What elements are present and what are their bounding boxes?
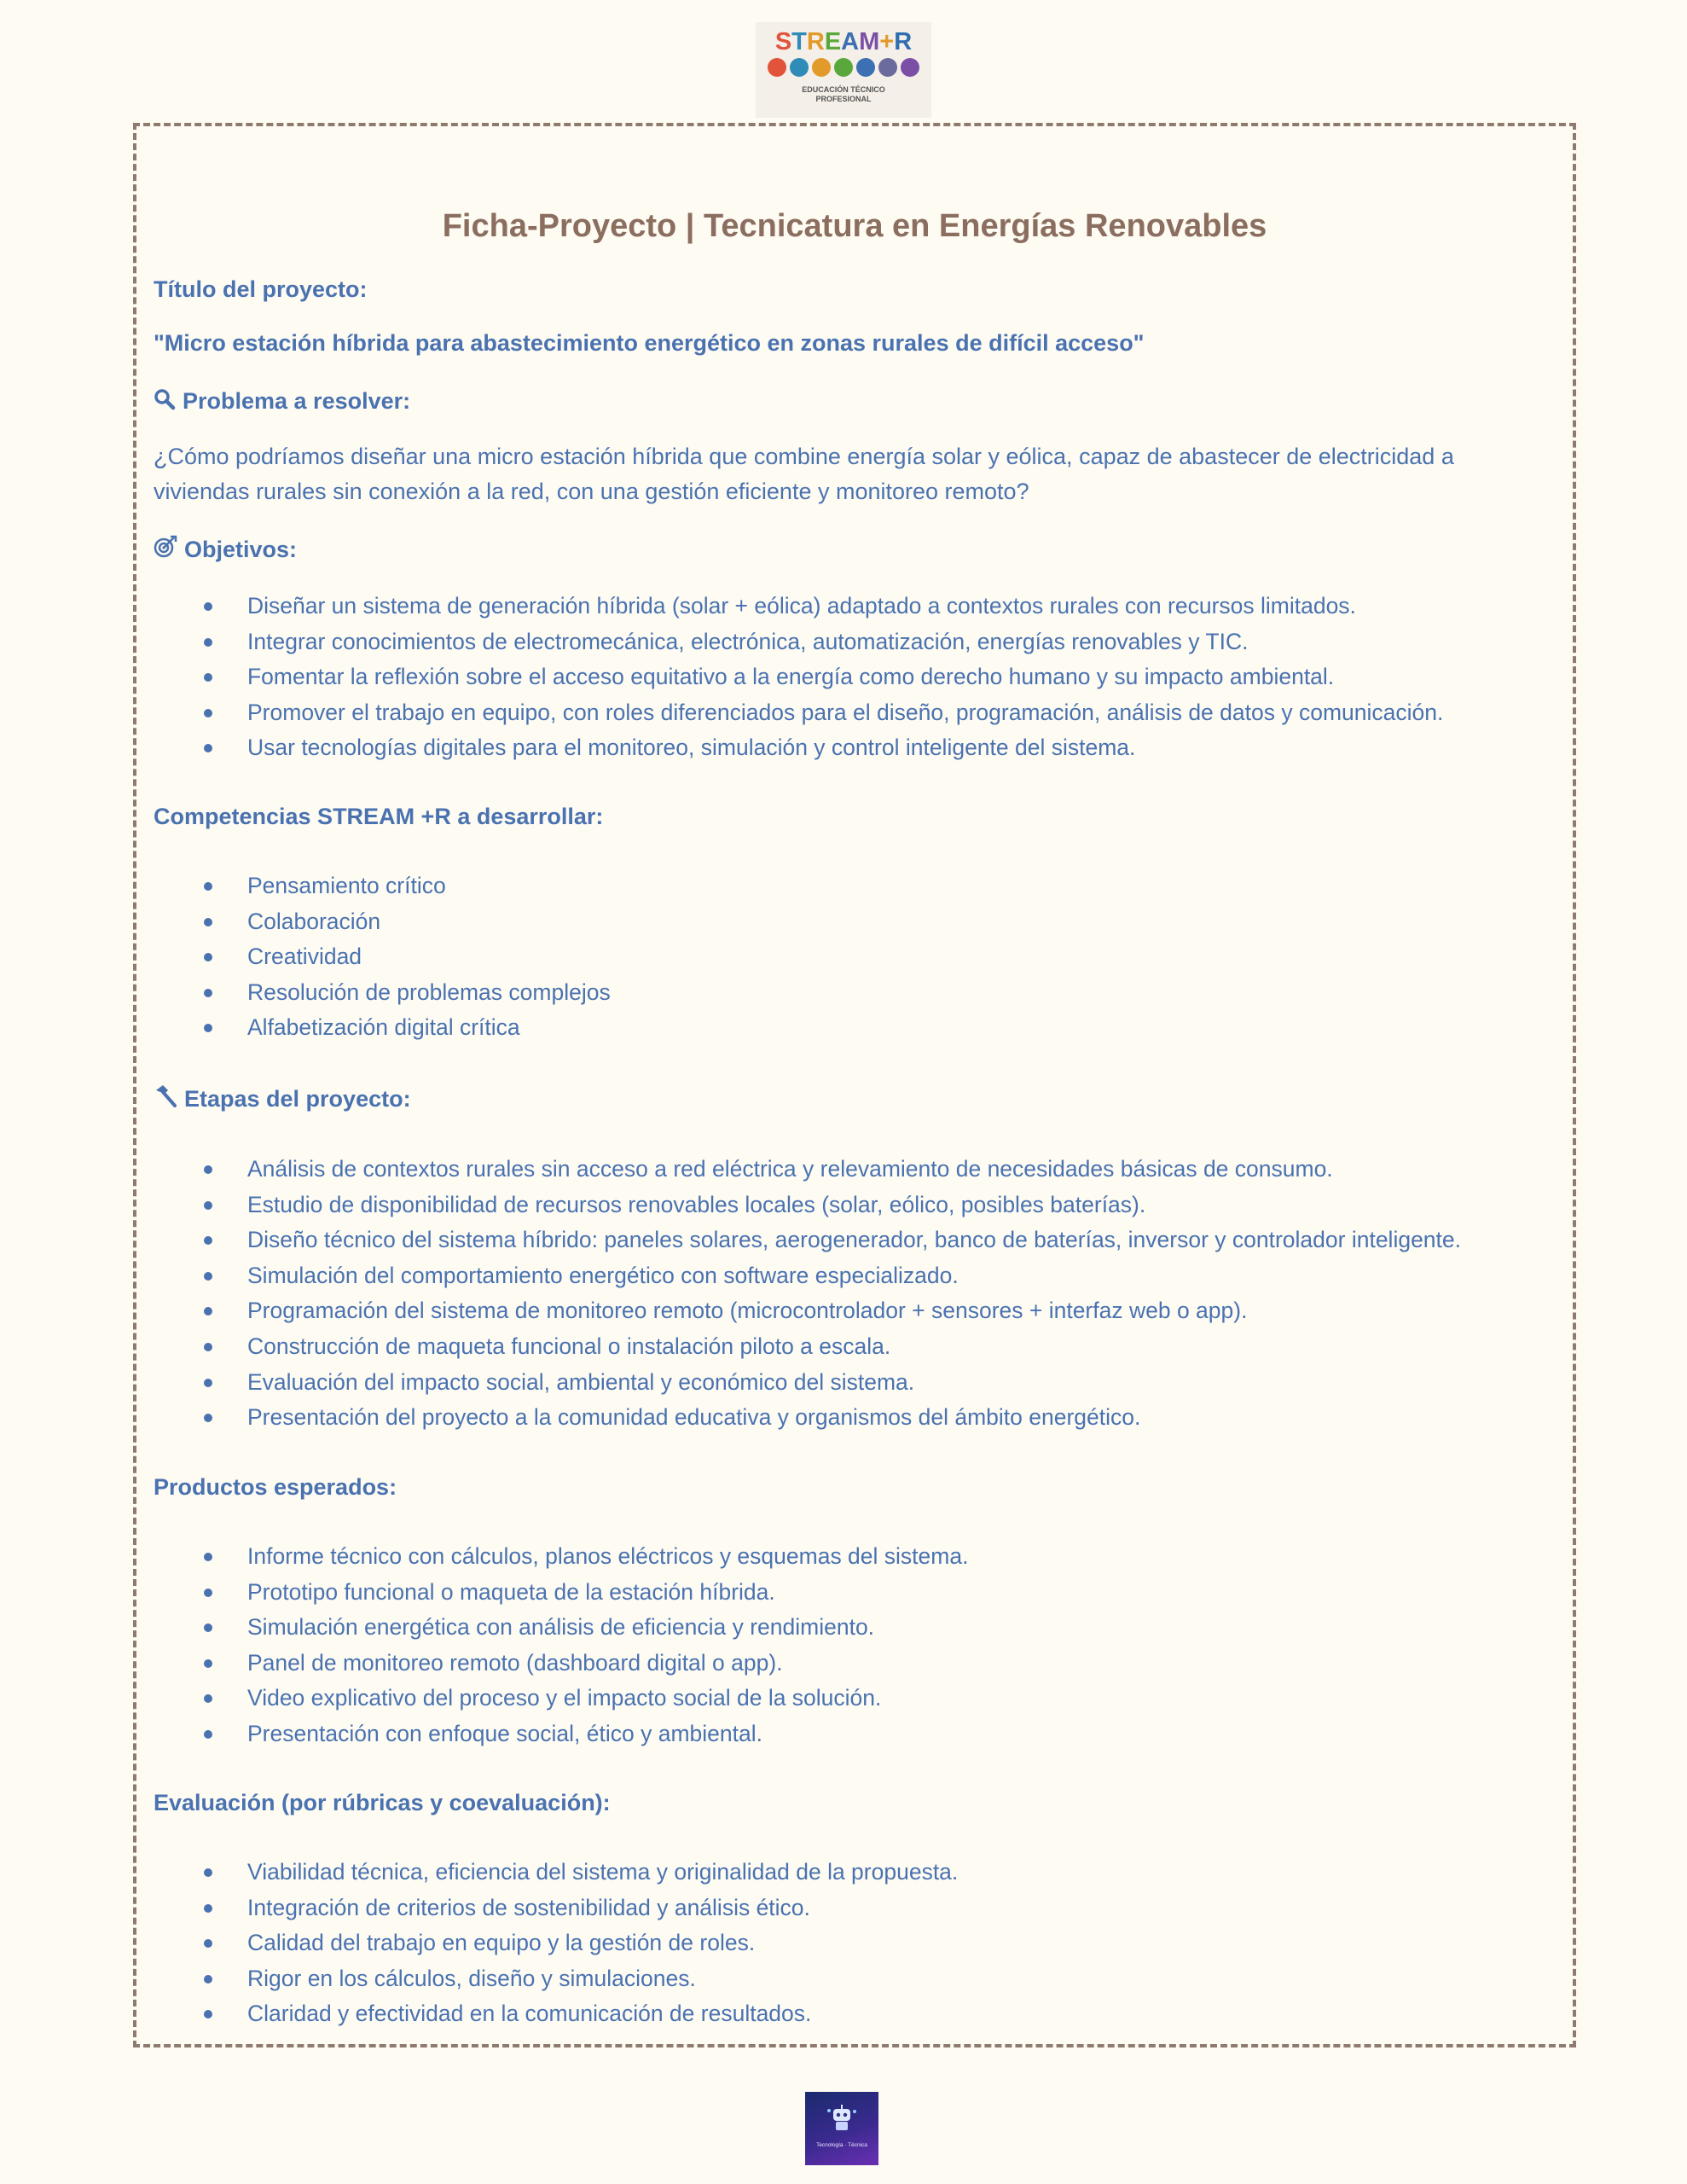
list-item: Evaluación del impacto social, ambiental y económico del sistema. — [154, 1365, 1461, 1401]
stream-r-logo — [756, 22, 931, 118]
list-item: Fomentar la reflexión sobre el acceso equitativo a la energía como derecho humano y su impacto ambiental. — [154, 659, 1443, 695]
logo-wordmark: STREAM+R — [774, 28, 913, 55]
competencies-list — [154, 868, 611, 1046]
list-item: Estudio de disponibilidad de recursos renovables locales (solar, eólico, posibles baterías). — [154, 1188, 1461, 1223]
list-item: Presentación del proyecto a la comunidad educativa y organismos del ámbito energético. — [154, 1400, 1461, 1436]
list-item: Alfabetización digital crítica — [154, 1010, 611, 1046]
problem-heading — [154, 386, 410, 418]
list-item: Colaboración — [154, 904, 611, 940]
list-item: Simulación del comportamiento energético con software especializado. — [154, 1258, 1461, 1294]
list-item: Diseño técnico del sistema híbrido: paneles solares, aerogenerador, banco de baterías, inversor y controlador inteligente. — [154, 1223, 1461, 1258]
problem-heading-text: Problema a resolver: — [183, 388, 411, 414]
list-item: Integrar conocimientos de electromecánica, electrónica, automatización, energías renovables y TIC. — [154, 624, 1443, 660]
logo-discipline-icon — [790, 58, 809, 77]
list-item: Presentación con enfoque social, ético y ambiental. — [154, 1716, 968, 1752]
logo-discipline-icon — [878, 58, 897, 77]
products-list — [154, 1539, 968, 1752]
robot-icon — [805, 2104, 878, 2137]
objectives-heading — [154, 534, 297, 566]
hammer-icon — [154, 1084, 177, 1116]
project-title-label: Título del proyecto: — [154, 276, 368, 302]
products-heading: Productos esperados: — [154, 1474, 397, 1500]
list-item: Resolución de problemas complejos — [154, 975, 611, 1011]
list-item: Calidad del trabajo en equipo y la gestión de roles. — [154, 1926, 958, 1961]
list-item: Viabilidad técnica, eficiencia del sistema y originalidad de la propuesta. — [154, 1855, 958, 1891]
list-item: Pensamiento crítico — [154, 868, 611, 904]
list-item: Promover el trabajo en equipo, con roles diferenciados para el diseño, programación, análisis de datos y comunicación. — [154, 695, 1443, 731]
evaluation-heading: Evaluación (por rúbricas y coevaluación): — [154, 1790, 611, 1815]
bottom-logo-caption: Tecnología · Técnica — [816, 2142, 867, 2148]
target-icon — [154, 535, 177, 566]
list-item: Usar tecnologías digitales para el monitoreo, simulación y control inteligente del sistema. — [154, 730, 1443, 766]
page-title: Ficha-Proyecto | Tecnicatura en Energías Renovables — [442, 208, 1267, 244]
list-item: Construcción de maqueta funcional o instalación piloto a escala. — [154, 1329, 1461, 1365]
logo-discipline-icon — [812, 58, 831, 77]
list-item: Programación del sistema de monitoreo remoto (microcontrolador + sensores + interfaz web o app). — [154, 1293, 1461, 1329]
list-item: Simulación energética con análisis de eficiencia y rendimiento. — [154, 1610, 968, 1646]
competencies-heading: Competencias STREAM +R a desarrollar: — [154, 804, 604, 829]
logo-icon-row — [756, 58, 931, 77]
logo-discipline-icon — [856, 58, 875, 77]
logo-discipline-icon — [768, 58, 786, 77]
list-item: Claridad y efectividad en la comunicación de resultados. — [154, 1996, 958, 2032]
list-item: Informe técnico con cálculos, planos eléctricos y esquemas del sistema. — [154, 1539, 968, 1575]
stages-list — [154, 1152, 1461, 1436]
objectives-heading-text: Objetivos: — [184, 537, 298, 562]
magnifier-icon — [154, 387, 176, 418]
logo-caption: EDUCACIÓN TÉCNICO PROFESIONAL — [802, 85, 885, 103]
stages-heading — [154, 1083, 411, 1116]
evaluation-list — [154, 1855, 958, 2032]
list-item: Video explicativo del proceso y el impacto social de la solución. — [154, 1681, 968, 1716]
list-item: Prototipo funcional o maqueta de la estación híbrida. — [154, 1575, 968, 1611]
list-item: Integración de criterios de sostenibilidad y análisis ético. — [154, 1891, 958, 1926]
list-item: Análisis de contextos rurales sin acceso a red eléctrica y relevamiento de necesidades básicas de consumo. — [154, 1152, 1461, 1188]
tecnologia-tecnica-logo — [805, 2092, 878, 2165]
objectives-list — [154, 589, 1443, 766]
list-item: Diseñar un sistema de generación híbrida (solar + eólica) adaptado a contextos rurales con recursos limitados. — [154, 589, 1443, 624]
list-item: Creatividad — [154, 939, 611, 975]
stages-heading-text: Etapas del proyecto: — [184, 1086, 411, 1112]
list-item: Rigor en los cálculos, diseño y simulaciones. — [154, 1961, 958, 1997]
logo-discipline-icon — [834, 58, 853, 77]
logo-discipline-icon — [901, 58, 919, 77]
list-item: Panel de monitoreo remoto (dashboard digital o app). — [154, 1646, 968, 1682]
project-title: "Micro estación híbrida para abastecimiento energético en zonas rurales de difícil acceso" — [154, 330, 1145, 356]
problem-text: ¿Cómo podríamos diseñar una micro estación híbrida que combine energía solar y eólica, capaz de abastecer de electricidad a viviendas rurales sin conexión a la red, con una gestión eficiente y monitoreo remoto? — [154, 444, 1454, 504]
